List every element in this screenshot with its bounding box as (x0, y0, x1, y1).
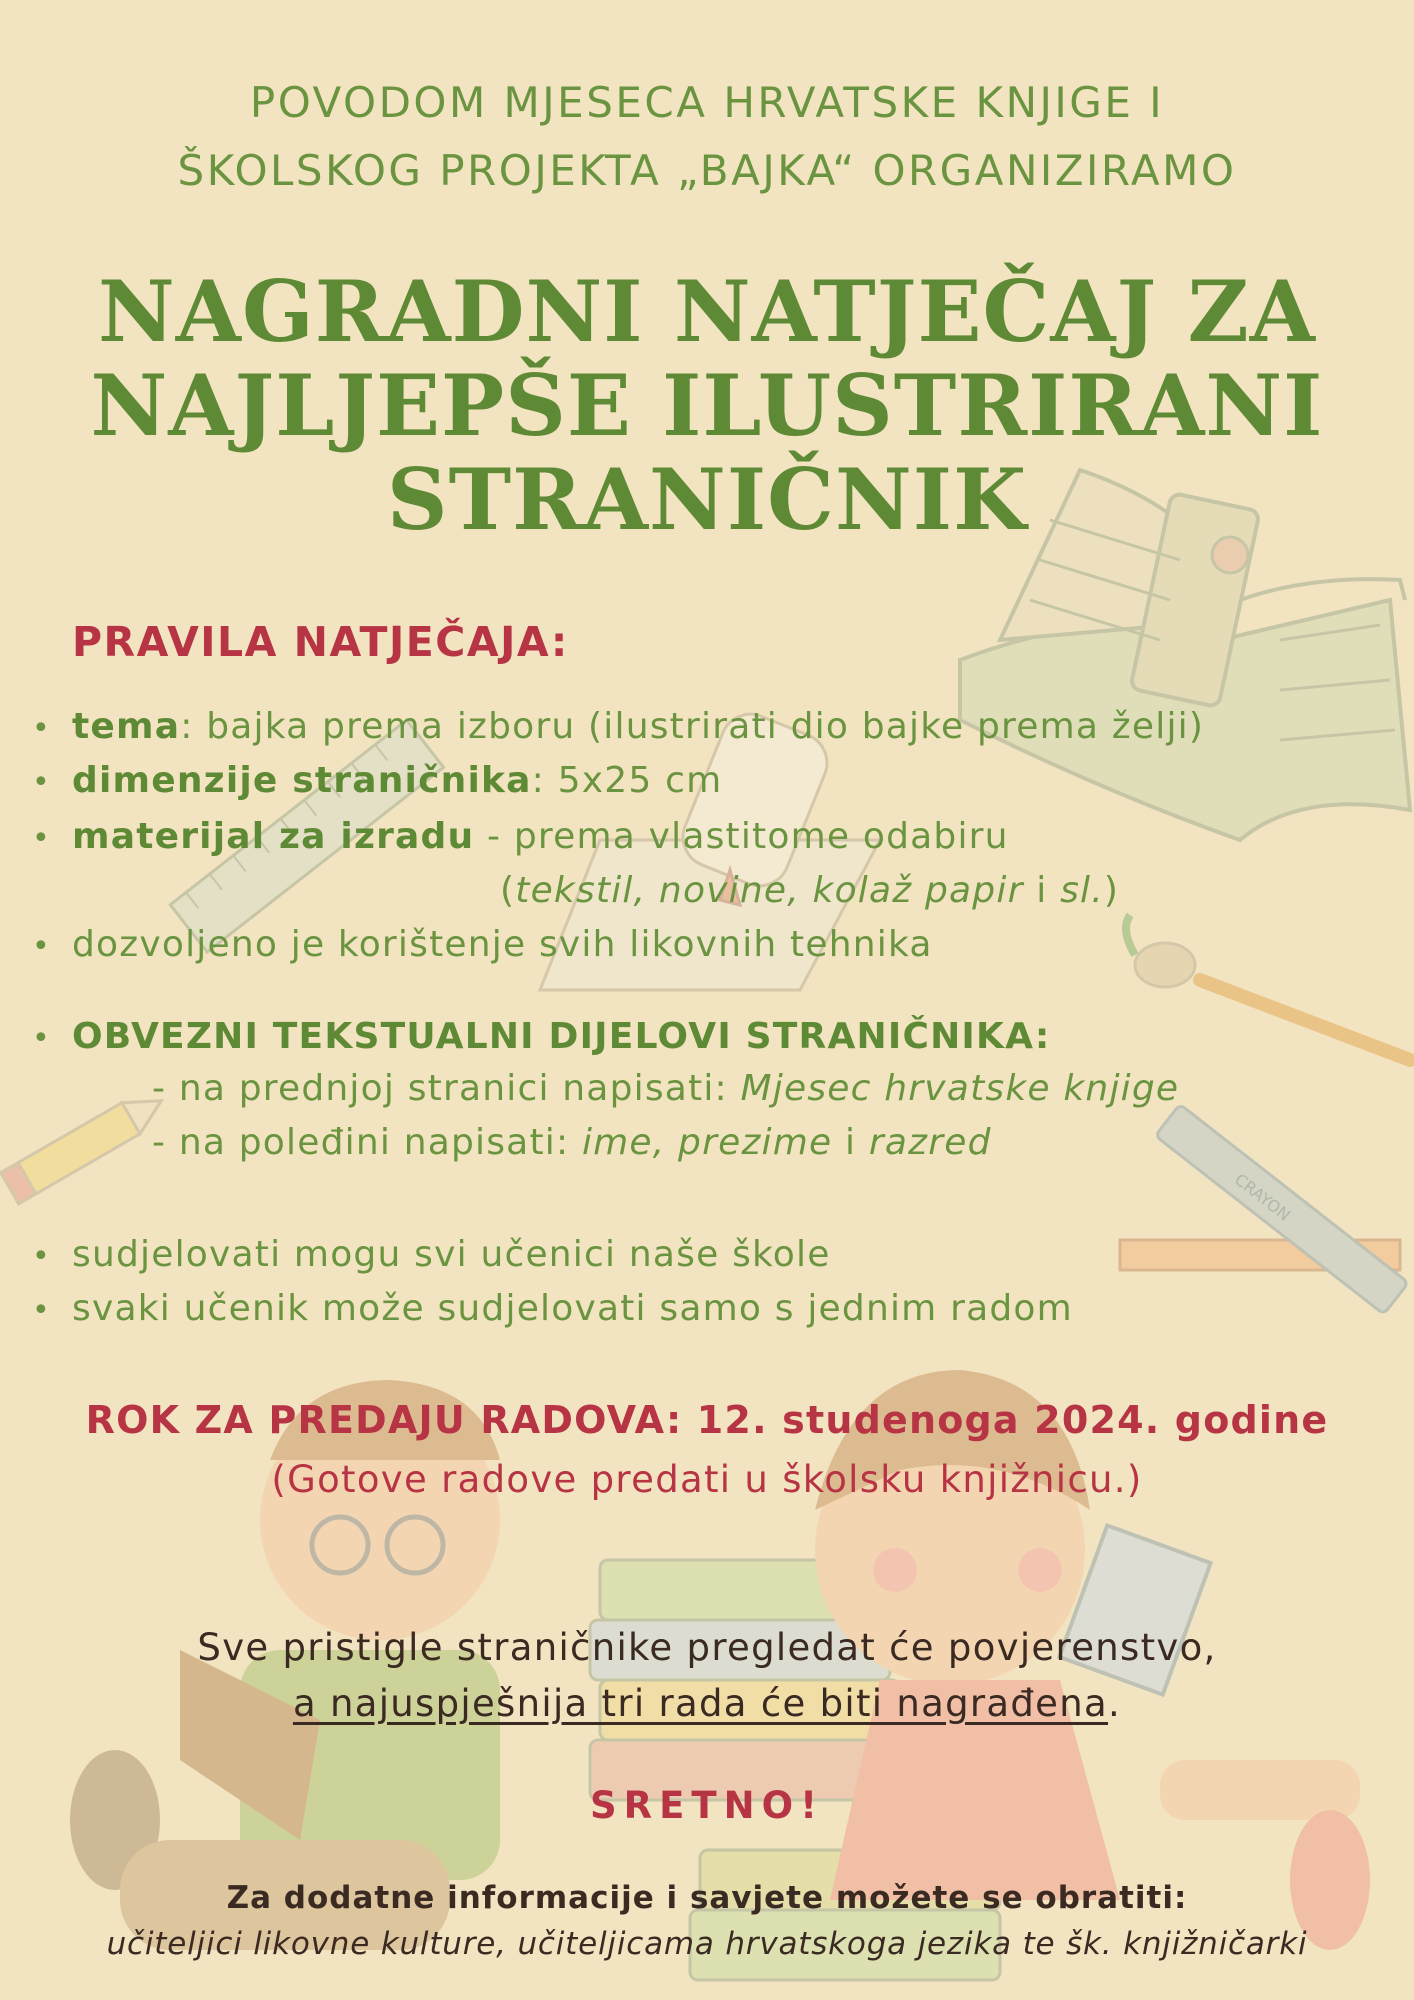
review-period: . (1107, 1682, 1122, 1725)
paren-close: ) (1103, 870, 1120, 911)
bullet: • (32, 711, 51, 746)
material-and: i (1023, 870, 1061, 911)
rule-material-examples (500, 870, 1119, 911)
rule-theme-text: : bajka prema izboru (ilustrirati dio bajke prema želji) (180, 706, 1205, 747)
review-line-1: Sve pristigle straničnike pregledat će povjerenstvo, (197, 1626, 1217, 1669)
title-line-2: NAJLJEPŠE ILUSTRIRANI (90, 356, 1324, 455)
bullet: • (32, 765, 51, 800)
rule-dimensions-key: dimenzije straničnika (72, 760, 532, 801)
material-examples: tekstil, novine, kolaž papir (515, 870, 1024, 911)
info-contacts: učiteljici likovne kulture, učiteljicama hrvatskoga jezika te šk. knjižničarki (106, 1926, 1308, 1962)
crayon-icon (1120, 1104, 1408, 1314)
deadline: ROK ZA PREDAJU RADOVA: 12. studenoga 2024. godine (85, 1398, 1329, 1442)
rule-back-side (152, 1122, 992, 1163)
rule-techniques-text: dozvoljeno je korištenje svih likovnih tehnika (72, 924, 933, 965)
bullet: • (32, 821, 51, 856)
rules-heading: PRAVILA NATJEČAJA: (72, 618, 569, 666)
rule-dimensions-text: : 5x25 cm (531, 760, 723, 801)
front-value: Mjesec hrvatske knjige (740, 1068, 1180, 1109)
intro-line-2: ŠKOLSKOG PROJEKTA „BAJKA“ ORGANIZIRAMO (177, 146, 1237, 195)
back-name: ime, prezime (581, 1122, 833, 1163)
rule-material-key: materijal za izradu (72, 816, 475, 857)
title-line-1: NAGRADNI NATJEČAJ ZA (98, 262, 1316, 361)
rule-dimensions (32, 760, 722, 801)
intro-line-1: POVODOM MJESECA HRVATSKE KNJIGE I (249, 78, 1165, 127)
paren-open: ( (500, 870, 516, 911)
rule-theme (32, 706, 1204, 747)
back-label: - na poleđini napisati: (152, 1122, 582, 1163)
bullet: • (32, 1293, 51, 1328)
pencil-icon (1, 1085, 171, 1204)
bullet: • (32, 1021, 51, 1056)
review-awards: a najuspješnija tri rada će biti nagrađena (292, 1682, 1108, 1725)
front-label: - na prednjoj stranici napisati: (152, 1068, 741, 1109)
rule-material (32, 816, 1009, 857)
crayon-label: CRAYON (1231, 1169, 1294, 1225)
review-line-2 (0, 1682, 1414, 1725)
rule-required-text (32, 1016, 1050, 1057)
good-luck: SRETNO! (590, 1784, 824, 1827)
material-sl: sl. (1060, 870, 1104, 911)
rule-required-key: OBVEZNI TEKSTUALNI DIJELOVI STRANIČNIKA: (72, 1016, 1051, 1057)
rule-one-work (32, 1288, 1073, 1329)
rule-theme-key: tema (72, 706, 181, 747)
back-class: razred (868, 1122, 992, 1163)
deadline-note: (Gotove radove predati u školsku knjižnicu.) (271, 1458, 1143, 1501)
bullet: • (32, 929, 51, 964)
rule-participants-text: sudjelovati mogu svi učenici naše škole (72, 1234, 831, 1275)
title-line-3: STRANIČNIK (386, 450, 1028, 549)
rule-front-side (152, 1068, 1179, 1109)
rule-techniques (32, 924, 933, 965)
paintbrush-icon (1126, 915, 1410, 1060)
bullet: • (32, 1239, 51, 1274)
rule-material-text: - prema vlastitome odabiru (474, 816, 1009, 857)
info-heading: Za dodatne informacije i savjete možete se obratiti: (226, 1880, 1188, 1916)
rule-one-work-text: svaki učenik može sudjelovati samo s jednim radom (72, 1288, 1073, 1329)
rule-participants (32, 1234, 831, 1275)
back-and: i (832, 1122, 869, 1163)
